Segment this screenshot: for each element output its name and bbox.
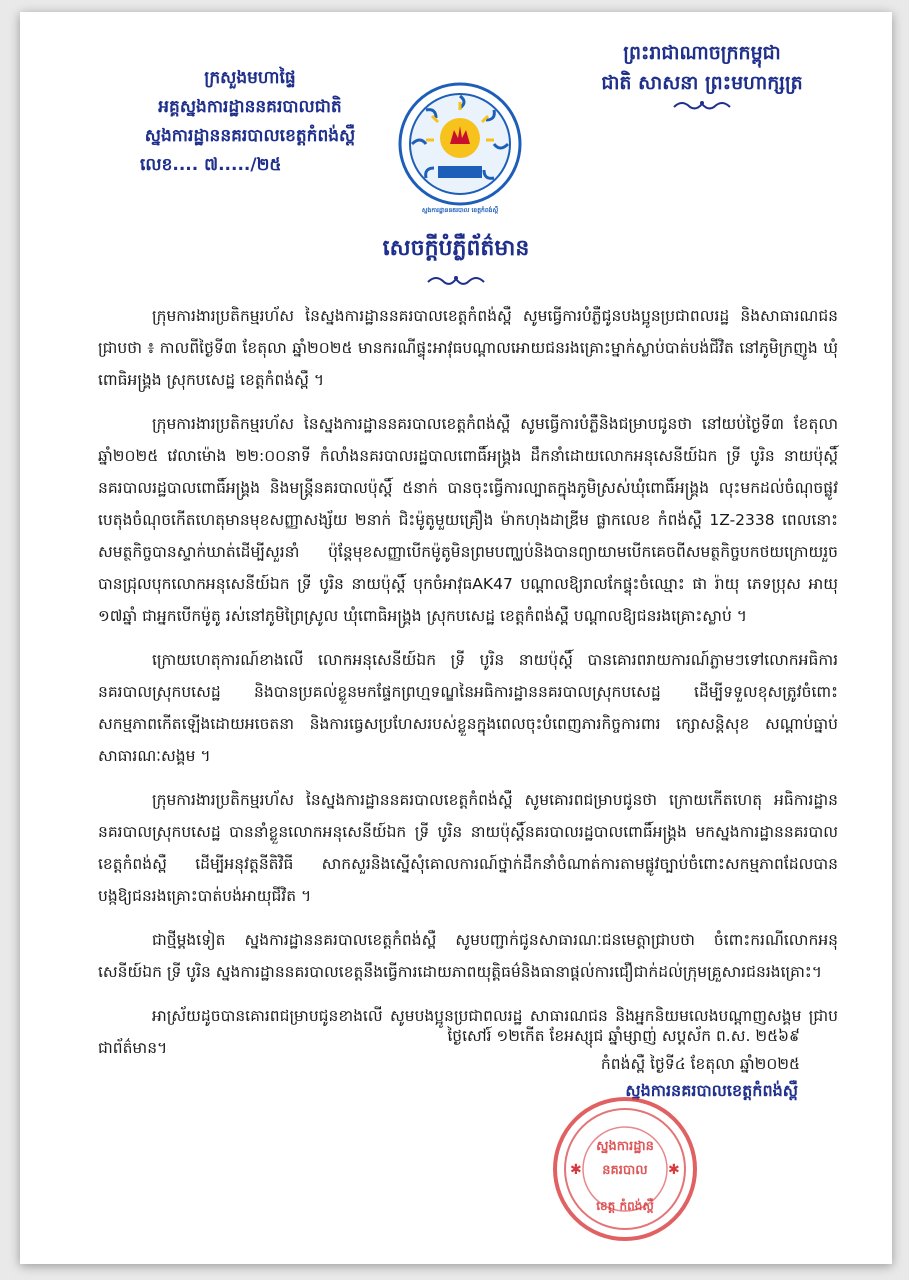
ministry-header <box>90 64 410 180</box>
police-logo-icon <box>398 82 522 206</box>
title-ornament-icon <box>426 274 486 288</box>
date-block <box>447 1022 800 1078</box>
document-number: លេខ.... ៧...../២៥ <box>140 155 282 175</box>
kingdom-header <box>562 38 842 112</box>
solar-date: កំពង់ស្ពឺ ថ្ងៃទី៤ ខែតុលា ឆ្នាំ២០២៥ <box>600 1055 800 1073</box>
ornament-icon <box>672 98 732 112</box>
ministry-name: ក្រសួងមហាផ្ទៃ <box>204 68 296 88</box>
stamp-text-top: ស្នងការដ្ឋាន <box>596 1139 654 1154</box>
logo-caption: ស្នងការដ្ឋាននគរបាល ខេត្តកំពង់ស្ពឺ <box>421 207 499 214</box>
kingdom-name: ព្រះរាជាណាចក្រកម្ពុជា <box>623 42 781 64</box>
stamp-text-bottom: ខេត្ត កំពង់ស្ពឺ <box>596 1199 654 1213</box>
paragraph: ក្រុមការងារប្រតិកម្មរហ័ស នៃស្នងការដ្ឋាននគរបាលខេត្តកំពង់ស្ពឺ សូមធ្វើការបំភ្លឺជូនបងប្អូនប្រជាពលរដ្ឋ និងសាធារណជន ជ្រាបថា ៖ កាលពីថ្ងៃទី៣ ខែតុលា ឆ្នាំ២០២៥ មានករណីផ្ទុះអាវុធបណ្ដាលអោយជនរងគ្រោះម្នាក់ស្លាប់បាត់បង់ជីវិត នៅភូមិក្រញូង ឃុំពោធិអង្គ្រង ស្រុកបសេដ្ឋ ខេត្តកំពង់ស្ពឺ ។ <box>98 307 838 389</box>
document-body <box>98 300 838 1076</box>
document-title: សេចក្ដីបំភ្លឺព័ត៌មាន <box>382 236 530 261</box>
kingdom-motto: ជាតិ សាសនា ព្រះមហាក្សត្រ <box>601 72 803 94</box>
stamp-text-mid: នគរបាល <box>602 1163 648 1178</box>
general-commissariat: អគ្គស្នងការដ្ឋាននគរបាលជាតិ <box>158 97 342 117</box>
paragraph: ជាថ្មីម្ដងទៀត ស្នងការដ្ឋាននគរបាលខេត្តកំពង់ស្ពឺ សូមបញ្ជាក់ជូនសាធារណៈជនមេត្តាជ្រាបថា ចំពោះករណីលោកអនុសេនីយ៍ឯក ទ្រី បូរិន ស្នងការដ្ឋាននគរបាលខេត្តនឹងធ្វើការដោយភាពយុត្តិធម៌និងធានាផ្ដល់ការជឿជាក់ដល់ក្រុមគ្រួសារជនរងគ្រោះ។ <box>98 931 838 981</box>
document-page <box>20 12 892 1264</box>
svg-text:✱: ✱ <box>668 1162 680 1178</box>
svg-text:✱: ✱ <box>570 1162 582 1178</box>
signer-title: ស្នងការនគរបាលខេត្តកំពង់ស្ពឺ <box>625 1081 798 1100</box>
paragraph: អាស្រ័យដូចបានគោរពជម្រាបជូនខាងលើ សូមបងប្អូនប្រជាពលរដ្ឋ សាធារណជន និងអ្នកនិយមលេងបណ្ដាញសង្គម ជ្រាបជាព័ត៌មាន។ <box>98 1007 838 1057</box>
lunar-date: ថ្ងៃសៅរ៍ ១២កើត ខែអស្សុជ ឆ្នាំម្សាញ់ សប្តស័ក ព.ស. ២៥៦៩ <box>447 1027 800 1045</box>
paragraph: ក្រោយហេតុការណ៍ខាងលើ លោកអនុសេនីយ៍ឯក ទ្រី បូរិន នាយប៉ុស្ដិ៍ បានគោរពរាយការណ៍ភ្លាមៗទៅលោកអធិការនគរបាលស្រុកបសេដ្ឋ និងបានប្រគល់ខ្លួនមកផ្ទែកព្រហ្មទណ្ឌនៃអធិការដ្ឋាននគរបាលស្រុកបសេដ្ឋ ដើម្បីទទួលខុសត្រូវចំពោះសកម្មភាពកើតឡើងដោយអចេតនា និងការធ្វេសប្រហែសរបស់ខ្លួនក្នុងពេលចុះបំពេញភារកិច្ចការពារ ក្សោសន្តិសុខ សណ្ដាប់ធ្នាប់សាធារណៈសង្គម ។ <box>98 651 838 765</box>
provincial-commissariat: ស្នងការដ្ឋាននគរបាលខេត្តកំពង់ស្ពឺ <box>144 126 356 146</box>
paragraph: ក្រុមការងារប្រតិកម្មរហ័ស នៃស្នងការដ្ឋាននគរបាលខេត្តកំពង់ស្ពឺ សូមគោរពជម្រាបជូនថា ក្រោយកើតហេតុ អធិការដ្ឋាននគរបាលស្រុកបសេដ្ឋ បាននាំខ្លួនលោកអនុសេនីយ៍ឯក ទ្រី បូរិន នាយប៉ុស្ដិ៍នគរបាលរដ្ឋបាលពោធិ៍អង្គ្រង មកស្នងការដ្ឋាននគរបាលខេត្តកំពង់ស្ពឺ ដើម្បីអនុវត្តនីតិវិធី សាកសួរនិងស្នើសុំគោលការណ៍ថ្នាក់ដឹកនាំចំណាត់ការតាមផ្លូវច្បាប់ចំពោះសកម្មភាពដែលបានបង្កឱ្យជនរងគ្រោះបាត់បង់អាយុជីវិត ។ <box>98 791 838 905</box>
paragraph: ក្រុមការងារប្រតិកម្មរហ័ស នៃស្នងការដ្ឋាននគរបាលខេត្តកំពង់ស្ពឺ សូមធ្វើការបំភ្លឺនិងជម្រាបជូនថា នៅយប់ថ្ងៃទី៣ ខែតុលា ឆ្នាំ២០២៥ វេលាម៉ោង ២២:០០នាទី កំលាំងនគរបាលរដ្ឋបាលពោធិ៍អង្គ្រង ដឹកនាំដោយលោកអនុសេនីយ៍ឯក ទ្រី បូរិន នាយប៉ុស្ដិ៍នគរបាលរដ្ឋបាលពោធិ៍អង្គ្រង និងមន្ត្រីនគរបាលប៉ុស្ដិ៍ ៥នាក់ បានចុះធ្វើការល្បាតក្នុងភូមិស្រស់ឃុំពោធិ៍អង្គ្រង លុះមកដល់ចំណុចផ្លូវបេតុងចំណុចកើតហេតុមានមុខសញ្ញាសង្ស័យ ២នាក់ ជិះម៉ូតូមួយគ្រឿង ម៉ាកហុងដាឌ្រីម ផ្លាកលេខ កំពង់ស្ពឺ 1Z-2338 ពេលនោះសមត្ថកិច្ចបានស្ទាក់ឃាត់ដើម្បីសួរនាំ ប៉ុន្តែមុខសញ្ញាបើកម៉ូតូមិនព្រមបញ្ឈប់និងបានព្យាយាមបើកគេចពីសមត្ថកិច្ចបកថយក្រោយរួចបានជ្រុលបុកលោកអនុសេនីយ៍ឯក ទ្រី បូរិន នាយប៉ុស្ដិ៍ បុកចំអាវុធAK47 បណ្ដាលឱ្យរាលកែផ្ទុះចំឈ្មោះ ផា រ៉ាយុ ភេទប្រុស អាយុ ១៧ឆ្នាំ ជាអ្នកបើកម៉ូតូ រស់នៅភូមិព្រៃស្រូល ឃុំពោធិអង្គ្រង ស្រុកបសេដ្ឋ ខេត្តកំពង់ស្ពឺ បណ្ដាលឱ្យជនរងគ្រោះស្លាប់ ។ <box>98 415 838 625</box>
